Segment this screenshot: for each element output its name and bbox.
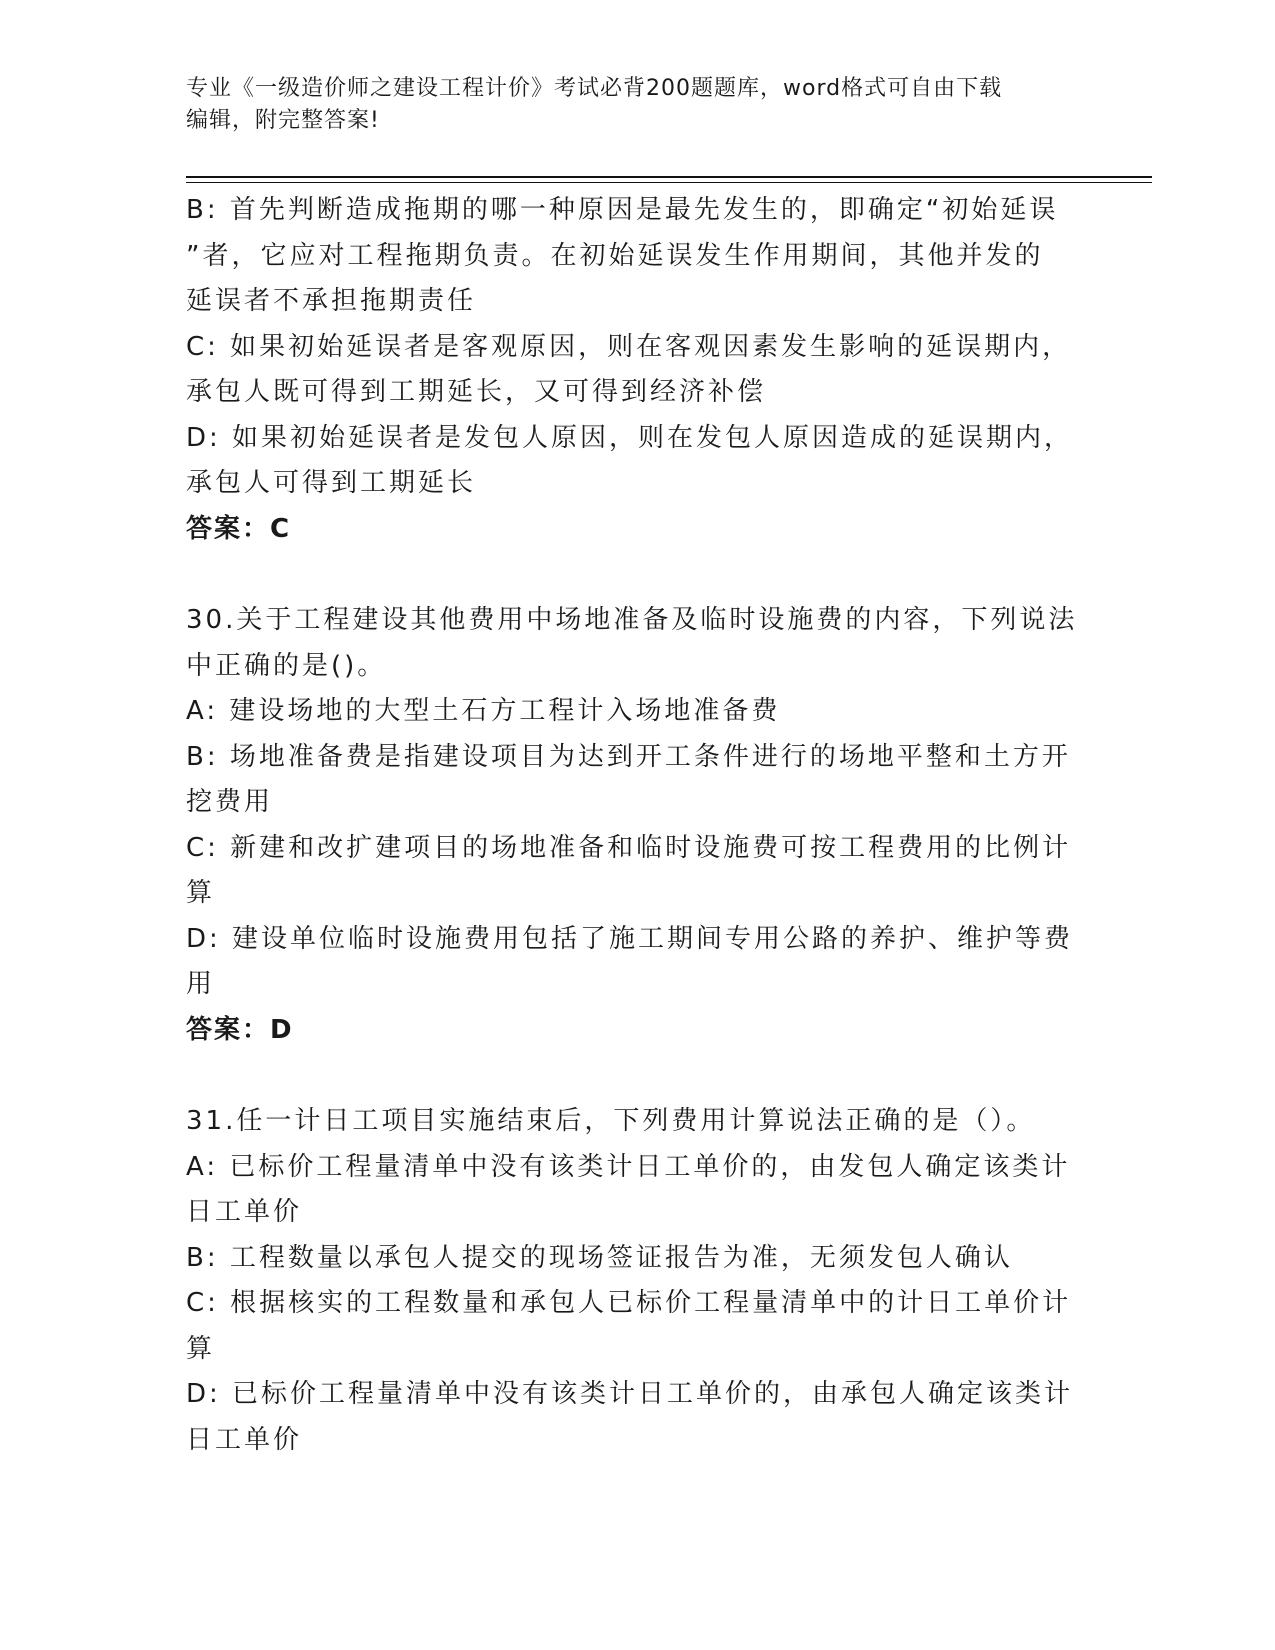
header-divider [186, 176, 1152, 178]
option-line: 日工单价 [186, 1197, 303, 1227]
question-stem [186, 598, 1086, 689]
answer-label: 答案：D [186, 1014, 294, 1045]
spacer [186, 1053, 1086, 1099]
stem-line: 31.任一计日工项目实施结束后，下列费用计算说法正确的是（）。 [186, 1106, 1036, 1136]
header-divider-thin [186, 182, 1152, 183]
option-line: A: 建设场地的大型土石方工程计入场地准备费 [186, 696, 781, 726]
option-line: D: 已标价工程量清单中没有该类计日工单价的，由承包人确定该类计 [186, 1379, 1074, 1409]
option-c [186, 325, 1086, 416]
option-line: 承包人既可得到工期延长，又可得到经济补偿 [186, 377, 767, 407]
option-line: 算 [186, 878, 216, 908]
option-a [186, 689, 1086, 735]
option-line: B: 场地准备费是指建设项目为达到开工条件进行的场地平整和土方开 [186, 741, 1071, 772]
spacer [186, 552, 1086, 598]
option-line: 算 [186, 1333, 216, 1364]
option-line: C: 如果初始延误者是客观原因，则在客观因素发生影响的延误期内， [186, 331, 1072, 362]
option-line: C: 新建和改扩建项目的场地准备和临时设施费可按工程费用的比例计 [186, 832, 1072, 863]
option-line: 延误者不承担拖期责任 [186, 286, 477, 316]
option-d [186, 917, 1086, 1008]
option-a [186, 1145, 1086, 1236]
option-d [186, 416, 1086, 507]
question-31 [186, 1099, 1086, 1463]
option-b [186, 735, 1086, 826]
option-line: D: 建设单位临时设施费用包括了施工期间专用公路的养护、维护等费 [186, 923, 1074, 954]
option-line: D: 如果初始延误者是发包人原因，则在发包人原因造成的延误期内， [186, 422, 1074, 453]
question-29 [186, 188, 1086, 552]
header-line: 编辑，附完整答案! [186, 108, 380, 133]
option-c [186, 1281, 1086, 1372]
stem-line: 中正确的是()。 [186, 650, 387, 681]
option-line: 挖费用 [186, 787, 274, 817]
option-line: 用 [186, 969, 216, 999]
option-line: B: 首先判断造成拖期的哪一种原因是最先发生的，即确定“初始延误 [186, 195, 1059, 225]
stem-line: 30.关于工程建设其他费用中场地准备及临时设施费的内容，下列说法 [186, 605, 1078, 635]
question-stem [186, 1099, 1086, 1145]
question-content [186, 188, 1086, 1463]
option-c [186, 826, 1086, 917]
answer-label: 答案：C [186, 513, 292, 544]
option-b [186, 1236, 1086, 1282]
option-line: A: 已标价工程量清单中没有该类计日工单价的，由发包人确定该类计 [186, 1151, 1071, 1182]
option-line: ”者，它应对工程拖期负责。在初始延误发生作用期间，其他并发的 [186, 240, 1044, 271]
option-d [186, 1372, 1086, 1463]
page-header [186, 73, 1066, 137]
option-line: 承包人可得到工期延长 [186, 468, 477, 498]
header-line: 专业《一级造价师之建设工程计价》考试必背200题题库，word格式可自由下载 [186, 76, 1003, 101]
option-line: C: 根据核实的工程数量和承包人已标价工程量清单中的计日工单价计 [186, 1288, 1072, 1318]
option-line: 日工单价 [186, 1424, 303, 1455]
question-30 [186, 598, 1086, 1053]
option-b [186, 188, 1086, 325]
option-line: B: 工程数量以承包人提交的现场签证报告为准，无须发包人确认 [186, 1242, 1013, 1273]
